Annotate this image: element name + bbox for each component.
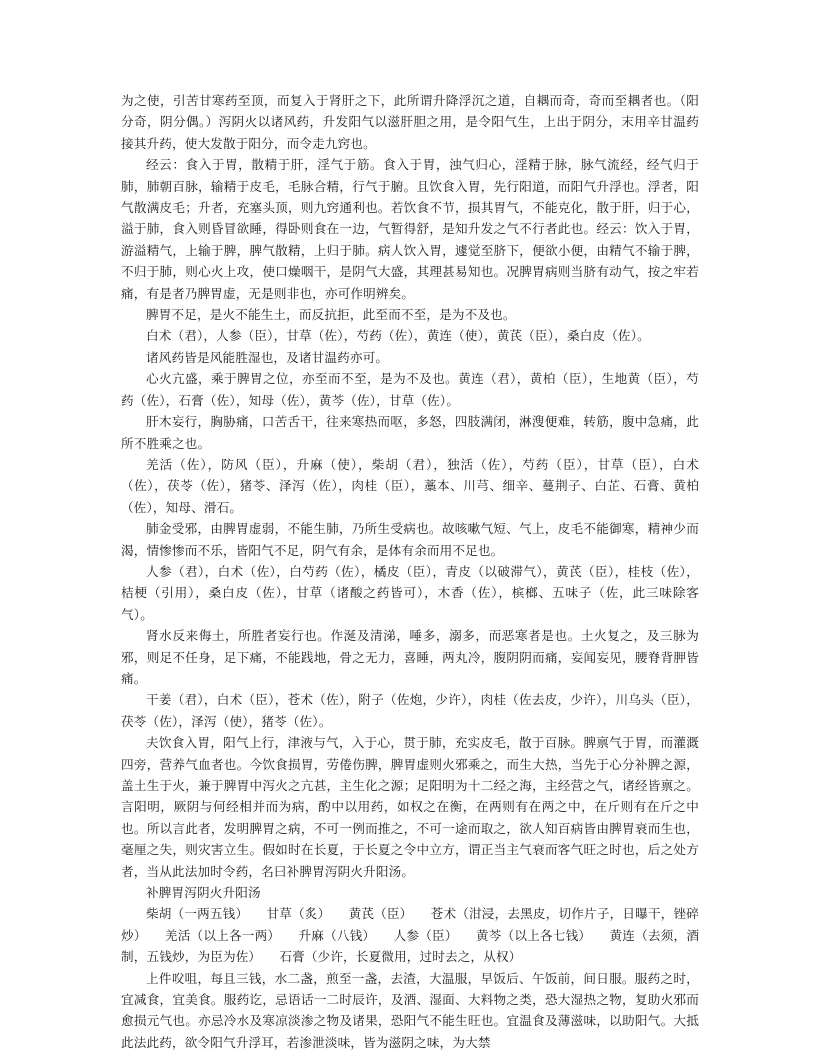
paragraph-7: 肝木妄行，胸胁痛，口苦舌干，往来寒热而呕，多怒，四肢满闭，淋溲便难，转筋，腹中急痛，此所不胜乘之也。 (121, 414, 699, 451)
paragraph-4: 白术（君），人参（臣），甘草（佐），芍药（佐），黄连（使），黄芪（臣），桑白皮（佐）。 (146, 328, 650, 344)
paragraph-6: 心火亢盛，乘于脾胃之位，亦至而不至，是为不及也。黄连（君），黄柏（臣），生地黄（臣），芍药（佐），石膏（佐），知母（佐），黄芩（佐），甘草（佐）。 (121, 371, 699, 408)
paragraph-5: 诸风药皆是风能胜湿也，及诸甘温药亦可。 (146, 349, 389, 365)
formula-title: 补脾胃泻阴火升阳汤 (146, 885, 261, 901)
herb-item: 羌活（以上各一两） (164, 927, 281, 943)
paragraph-9: 肺金受邪，由脾胃虚弱，不能生肺，乃所生受病也。故咳嗽气短、气上，皮毛不能御寒，精神少而渴，情惨惨而不乐，皆阳气不足，阴气有余，是体有余而用不足也。 (121, 521, 699, 558)
paragraph-2: 经云：食入于胃，散精于肝，淫气于筋。食入于胃，浊气归心，淫精于脉，脉气流经，经气归于肺，肺朝百脉，输精于皮毛，毛脉合精，行气于腑。且饮食入胃，先行阳道，而阳气升浮也。浮者，阳气散满皮毛；升者，充塞头顶，则九窍通利也。若饮食不节，损其胃气，不能克化，散于肝，归于心，溢于肺，食入则昏冒欲睡，得卧则食在一边，气暂得舒，是知升发之气不行者此也。经云：饮入于胃，游溢精气，上输于脾，脾气散精，上归于肺。病人饮入胃，遽觉至脐下，便欲小便，由精气不输于脾，不归于肺，则心火上攻，使口燥咽干，是阴气大盛，其理甚易知也。况脾胃病则当脐有动气，按之牢若痛，有是者乃脾胃虚，无是则非也，亦可作明辨矣。 (121, 157, 699, 301)
paragraph-10: 人参（君），白术（佐），白芍药（佐），橘皮（臣），青皮（以破滞气），黄芪（臣），桂枝（佐），桔梗（引用），桑白皮（佐），甘草（诸酸之药皆可），木香（佐），槟榔、五味子（佐，此三味除客气）。 (121, 563, 699, 622)
paragraph-13: 夫饮食入胃，阳气上行，津液与气，入于心，贯于肺，充实皮毛，散于百脉。脾禀气于胃，而灌溉四旁，营养气血者也。今饮食损胃，劳倦伤脾，脾胃虚则火邪乘之，而生大热，当先于心分补脾之源，盖土生于火，兼于脾胃中泻火之亢甚，主生化之源；足阳明为十二经之海，主经营之气，诸经皆禀之。言阳明，厥阴与何经相并而为病，酌中以用药，如权之在衡，在两则有在两之中，在斤则有在斤之中也。所以言此者，发明脾胃之病，不可一例而推之，不可一途而取之，欲人知百病皆由脾胃衰而生也，毫厘之失，则灾害立生。假如时在长夏，于长夏之令中立方，谓正当主气衰而客气旺之时也，后之处方者，当从此法加时令药，名曰补脾胃泻阴火升阳汤。 (121, 735, 699, 879)
herb-item: 柴胡（一两五钱） (146, 906, 249, 922)
herb-item: 人参（臣） (393, 927, 458, 943)
herb-item: 甘草（炙） (266, 906, 331, 922)
formula-ingredients (121, 903, 699, 967)
paragraph-8: 羌活（佐），防风（臣），升麻（使），柴胡（君），独活（佐），芍药（臣），甘草（臣），白术（佐），茯苓（佐），猪苓、泽泻（佐），肉桂（臣），藁本、川芎、细辛、蔓荆子、白芷、石膏、黄柏（佐），知母、滑石。 (121, 456, 699, 515)
paragraph-1: 为之使，引苦甘寒药至顶，而复入于肾肝之下，此所谓升降浮沉之道，自耦而奇，奇而至耦者也。（阳分奇，阴分偶。）泻阴火以诸风药，升发阳气以滋肝胆之用，是令阳气生，上出于阴分，末用辛甘温药接其升药，使大发散于阳分，而令走九窍也。 (121, 93, 699, 151)
herb-item: 升麻（八钱） (298, 927, 376, 943)
herb-item: 石膏（少许，长夏微用，过时去之，从权） (279, 949, 522, 965)
closing-paragraph: 上件㕮咀，每且三钱，水二盏，煎至一盏，去渣，大温服，早饭后、午饭前，间日服。服药之时，宜减食，宜美食。服药讫，忌语话一二时辰许，及酒、湿面、大料物之类，恐大湿热之物，复助火邪而愈损元气也。亦忌冷水及寒凉淡渗之物及诸果，恐阳气不能生旺也。宜温食及薄滋味，以助阳气。大抵此法此药，欲令阳气升浮耳，若渗泄淡味，皆为滋阴之味，为大禁 (121, 970, 699, 1050)
paragraph-3: 脾胃不足，是火不能生土，而反抗拒，此至而不至，是为不及也。 (146, 307, 516, 323)
paragraph-12: 干姜（君），白术（臣），苍术（佐），附子（佐炮，少许），肉桂（佐去皮，少许），川乌头（臣），茯苓（佐），泽泻（使），猪苓（佐）。 (121, 692, 699, 729)
herb-item: 黄连（去须，酒制，五钱炒，为臣为佐） (121, 927, 700, 965)
herb-item: 黄芩（以上各七钱） (475, 927, 592, 943)
herb-item: 苍术（泔浸，去黑皮，切作片子，日曝干，锉碎炒） (121, 906, 700, 943)
document-page (121, 90, 699, 1053)
paragraph-11: 肾水反来侮土，所胜者妄行也。作涎及清涕，唾多，溺多，而恶寒者是也。土火复之，及三脉为邪，则足不任身，足下痛，不能践地，骨之无力，喜睡，两丸冷，腹阴阴而痛，妄闻妄见，腰脊背胛皆痛。 (121, 628, 699, 686)
herb-item: 黄芪（臣） (348, 906, 413, 922)
